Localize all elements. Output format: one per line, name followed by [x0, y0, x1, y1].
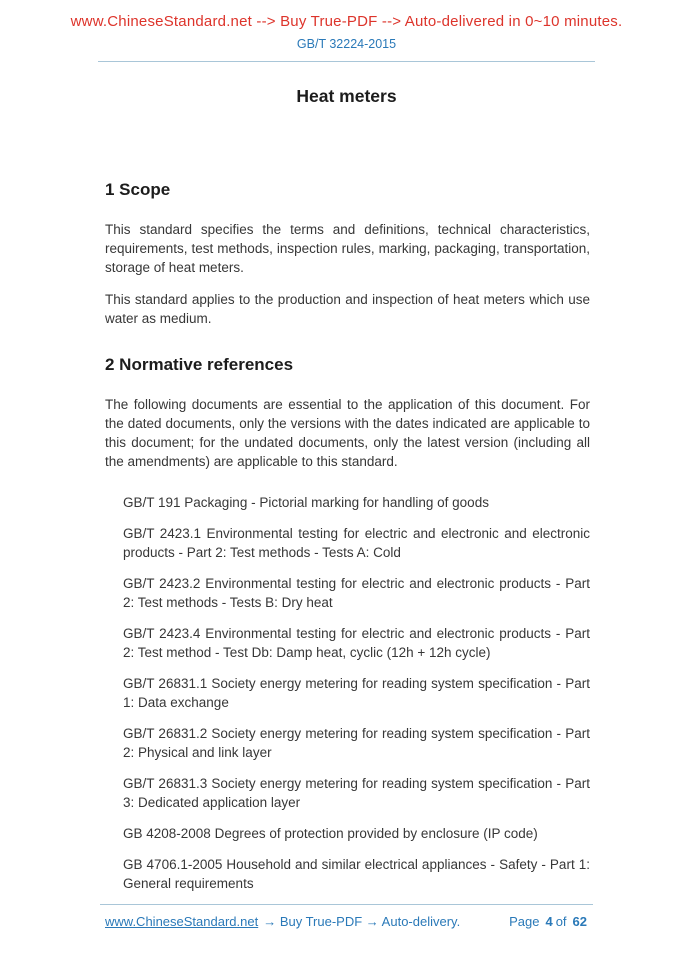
- reference-item: GB 4706.1-2005 Household and similar electrical appliances - Safety - Part 1: General requirements: [123, 857, 590, 891]
- footer-site-link[interactable]: www.ChineseStandard.net: [105, 914, 259, 929]
- scope-paragraph: This standard specifies the terms and definitions, technical characteristics, requirements, test methods, inspection rules, marking, packaging, transportation, storage of heat meters.: [105, 222, 590, 275]
- section-heading-scope: 1 Scope: [105, 180, 171, 199]
- total-pages: 62: [572, 914, 587, 929]
- document-title: Heat meters: [296, 86, 397, 106]
- scope-paragraph: This standard applies to the production and inspection of heat meters which use water as medium.: [105, 292, 590, 326]
- standard-code: GB/T 32224-2015: [296, 37, 397, 51]
- reference-item: GB/T 191 Packaging - Pictorial marking for handling of goods: [123, 495, 489, 510]
- reference-item: GB 4208-2008 Degrees of protection provided by enclosure (IP code): [123, 826, 538, 841]
- footer-promo-tail: → Buy True-PDF → Auto-delivery.: [263, 914, 461, 929]
- normative-intro-paragraph: The following documents are essential to the application of this document. For the dated documents, only the versions with the dates indicated are applicable to this document; for the undated documents, only the latest version (including all the amendments) are applicable to this standard.: [105, 397, 590, 469]
- page-number: 4: [545, 914, 553, 929]
- reference-item: GB/T 2423.1 Environmental testing for electric and electronic and electronic products - Part 2: Test methods - Tests A: Cold: [123, 526, 590, 560]
- reference-list: [105, 493, 590, 893]
- reference-item: GB/T 2423.2 Environmental testing for electric and electronic products - Part 2: Test methods - Tests B: Dry heat: [123, 576, 590, 610]
- page-indicator: [509, 914, 593, 929]
- reference-item: GB/T 2423.4 Environmental testing for electric and electronic products - Part 2: Test method - Test Db: Damp heat, cyclic (12h + 12h cycle): [123, 626, 590, 660]
- page-label: Page: [509, 914, 540, 929]
- promo-header-link[interactable]: www.ChineseStandard.net --> Buy True-PDF --> Auto-delivered in 0~10 minutes.: [70, 13, 623, 30]
- document-body: [105, 180, 590, 893]
- header-divider: [98, 61, 595, 62]
- of-label: of: [555, 914, 567, 929]
- page-footer: [100, 904, 593, 929]
- reference-item: GB/T 26831.2 Society energy metering for reading system specification - Part 2: Physical and link layer: [123, 726, 590, 760]
- reference-item: GB/T 26831.3 Society energy metering for reading system specification - Part 3: Dedicated application layer: [123, 776, 590, 810]
- footer-promo: [100, 914, 460, 929]
- section-heading-normative-references: 2 Normative references: [105, 355, 294, 374]
- reference-item: GB/T 26831.1 Society energy metering for reading system specification - Part 1: Data exchange: [123, 676, 590, 710]
